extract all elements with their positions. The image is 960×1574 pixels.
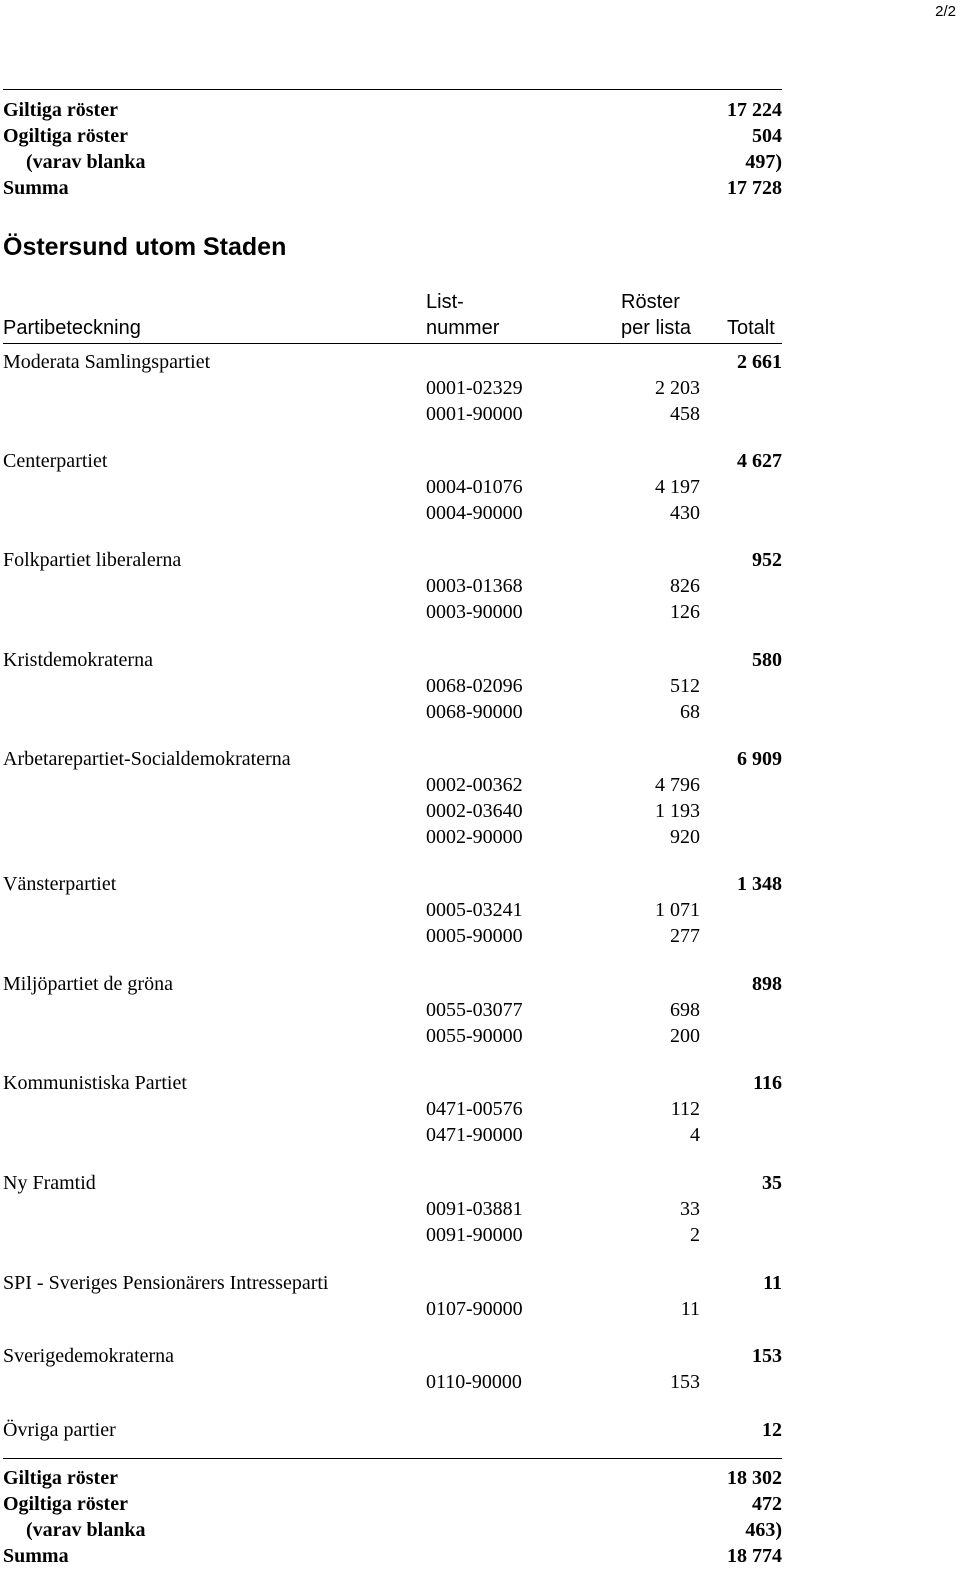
list-number: 0002-90000 [426, 826, 523, 848]
summary-label: Ogiltiga röster [3, 1493, 128, 1515]
list-number: 0002-00362 [426, 774, 523, 796]
summary-value: 463) [745, 1519, 782, 1541]
col-list-number-line2: nummer [426, 317, 500, 339]
list-votes: 33 [680, 1198, 700, 1220]
party-block [3, 1270, 782, 1322]
list-number: 0001-02329 [426, 377, 523, 399]
list-votes: 1 193 [655, 800, 700, 822]
list-number: 0003-90000 [426, 601, 523, 623]
list-row [3, 1096, 782, 1122]
summary-row [3, 175, 782, 201]
list-votes: 826 [670, 575, 700, 597]
summary-row [3, 1543, 782, 1569]
list-row [3, 824, 782, 850]
party-total: 898 [752, 973, 782, 995]
list-row [3, 1222, 782, 1248]
list-row [3, 599, 782, 625]
summary-bottom [3, 1465, 782, 1569]
party-name: Kristdemokraterna [3, 649, 153, 671]
party-block [3, 448, 782, 526]
list-votes: 277 [670, 925, 700, 947]
list-number: 0107-90000 [426, 1298, 523, 1320]
list-votes: 126 [670, 601, 700, 623]
list-number: 0004-90000 [426, 502, 523, 524]
list-row [3, 375, 782, 401]
list-votes: 698 [670, 999, 700, 1021]
party-name: Kommunistiska Partiet [3, 1072, 187, 1094]
party-total: 11 [763, 1272, 782, 1294]
list-row [3, 923, 782, 949]
list-number: 0055-03077 [426, 999, 523, 1021]
list-row [3, 699, 782, 725]
list-row [3, 897, 782, 923]
list-number: 0471-90000 [426, 1124, 523, 1146]
party-total: 1 348 [737, 873, 782, 895]
summary-value: 504 [752, 125, 782, 147]
summary-label: Giltiga röster [3, 99, 118, 121]
list-row [3, 401, 782, 427]
party-row [3, 1343, 782, 1369]
party-name: Arbetarepartiet-Socialdemokraterna [3, 748, 291, 770]
party-block [3, 547, 782, 625]
list-row [3, 1023, 782, 1049]
bottom-rule [3, 1458, 782, 1459]
list-number: 0068-02096 [426, 675, 523, 697]
list-number: 0055-90000 [426, 1025, 523, 1047]
col-votes-line1: Röster [621, 291, 680, 313]
summary-label: Summa [3, 177, 69, 199]
summary-label: Ogiltiga röster [3, 125, 128, 147]
list-votes: 200 [670, 1025, 700, 1047]
list-number: 0005-90000 [426, 925, 523, 947]
summary-value: 472 [752, 1493, 782, 1515]
summary-top [3, 97, 782, 201]
list-votes: 4 796 [655, 774, 700, 796]
party-block [3, 647, 782, 725]
summary-row [3, 149, 782, 175]
list-number: 0091-03881 [426, 1198, 523, 1220]
list-votes: 4 197 [655, 476, 700, 498]
list-votes: 2 [690, 1224, 700, 1246]
summary-row [3, 1491, 782, 1517]
list-number: 0091-90000 [426, 1224, 523, 1246]
list-votes: 512 [670, 675, 700, 697]
party-total: 4 627 [737, 450, 782, 472]
list-votes: 112 [670, 1098, 700, 1120]
party-block [3, 1070, 782, 1148]
summary-label: (varav blanka [26, 1519, 146, 1541]
summary-value: 17 224 [727, 99, 782, 121]
list-number: 0068-90000 [426, 701, 523, 723]
party-total: 116 [753, 1072, 782, 1094]
party-total: 580 [752, 649, 782, 671]
party-total: 6 909 [737, 748, 782, 770]
party-name: Vänsterpartiet [3, 873, 117, 895]
summary-row [3, 123, 782, 149]
list-row [3, 798, 782, 824]
party-name: Miljöpartiet de gröna [3, 973, 173, 995]
party-total: 153 [752, 1345, 782, 1367]
list-number: 0471-00576 [426, 1098, 523, 1120]
party-total: 12 [762, 1419, 782, 1441]
summary-row [3, 1517, 782, 1543]
party-total: 35 [762, 1172, 782, 1194]
list-votes: 2 203 [655, 377, 700, 399]
list-votes: 11 [680, 1298, 700, 1320]
party-block [3, 349, 782, 427]
party-row [3, 1270, 782, 1296]
list-row [3, 1296, 782, 1322]
section-title: Östersund utom Staden [3, 233, 287, 261]
party-name: Sverigedemokraterna [3, 1345, 175, 1367]
list-votes: 153 [670, 1371, 700, 1393]
party-row [3, 448, 782, 474]
party-block [3, 746, 782, 850]
party-block [3, 1343, 782, 1395]
list-row [3, 474, 782, 500]
summary-row [3, 97, 782, 123]
party-row [3, 871, 782, 897]
party-name: Centerpartiet [3, 450, 108, 472]
party-row [3, 1170, 782, 1196]
list-row [3, 673, 782, 699]
party-block [3, 871, 782, 949]
list-number: 0001-90000 [426, 403, 523, 425]
party-total: 2 661 [737, 351, 782, 373]
party-row [3, 547, 782, 573]
party-block [3, 1417, 782, 1443]
list-number: 0003-01368 [426, 575, 523, 597]
list-row [3, 573, 782, 599]
list-number: 0004-01076 [426, 476, 523, 498]
party-row [3, 1070, 782, 1096]
party-row [3, 647, 782, 673]
list-row [3, 1196, 782, 1222]
party-row [3, 746, 782, 772]
list-row [3, 772, 782, 798]
list-votes: 430 [670, 502, 700, 524]
list-votes: 4 [690, 1124, 700, 1146]
list-number: 0110-90000 [426, 1371, 522, 1393]
list-row [3, 1369, 782, 1395]
summary-value: 18 302 [727, 1467, 782, 1489]
col-total-header: Totalt [727, 317, 775, 339]
summary-label: Giltiga röster [3, 1467, 118, 1489]
summary-value: 497) [745, 151, 782, 173]
list-row [3, 1122, 782, 1148]
top-rule [3, 89, 782, 90]
list-number: 0005-03241 [426, 899, 523, 921]
list-votes: 1 071 [655, 899, 700, 921]
party-row [3, 349, 782, 375]
party-total: 952 [752, 549, 782, 571]
list-votes: 458 [670, 403, 700, 425]
col-party-header: Partibeteckning [3, 317, 141, 339]
party-name: Moderata Samlingspartiet [3, 351, 211, 373]
party-block [3, 1170, 782, 1248]
list-row [3, 997, 782, 1023]
col-votes-line2: per lista [621, 317, 692, 339]
party-row [3, 1417, 782, 1443]
summary-value: 18 774 [727, 1545, 782, 1567]
col-list-number-line1: List- [426, 291, 464, 313]
list-number: 0002-03640 [426, 800, 523, 822]
party-row [3, 971, 782, 997]
list-votes: 920 [670, 826, 700, 848]
party-name: SPI - Sveriges Pensionärers Intresseparti [3, 1272, 329, 1294]
party-block [3, 971, 782, 1049]
party-name: Övriga partier [3, 1419, 116, 1441]
summary-value: 17 728 [727, 177, 782, 199]
summary-label: (varav blanka [26, 151, 146, 173]
header-rule [3, 343, 782, 344]
summary-label: Summa [3, 1545, 69, 1567]
list-votes: 68 [680, 701, 700, 723]
party-name: Ny Framtid [3, 1172, 96, 1194]
list-row [3, 500, 782, 526]
page-number: 2/2 [935, 3, 956, 20]
party-name: Folkpartiet liberalerna [3, 549, 182, 571]
summary-row [3, 1465, 782, 1491]
